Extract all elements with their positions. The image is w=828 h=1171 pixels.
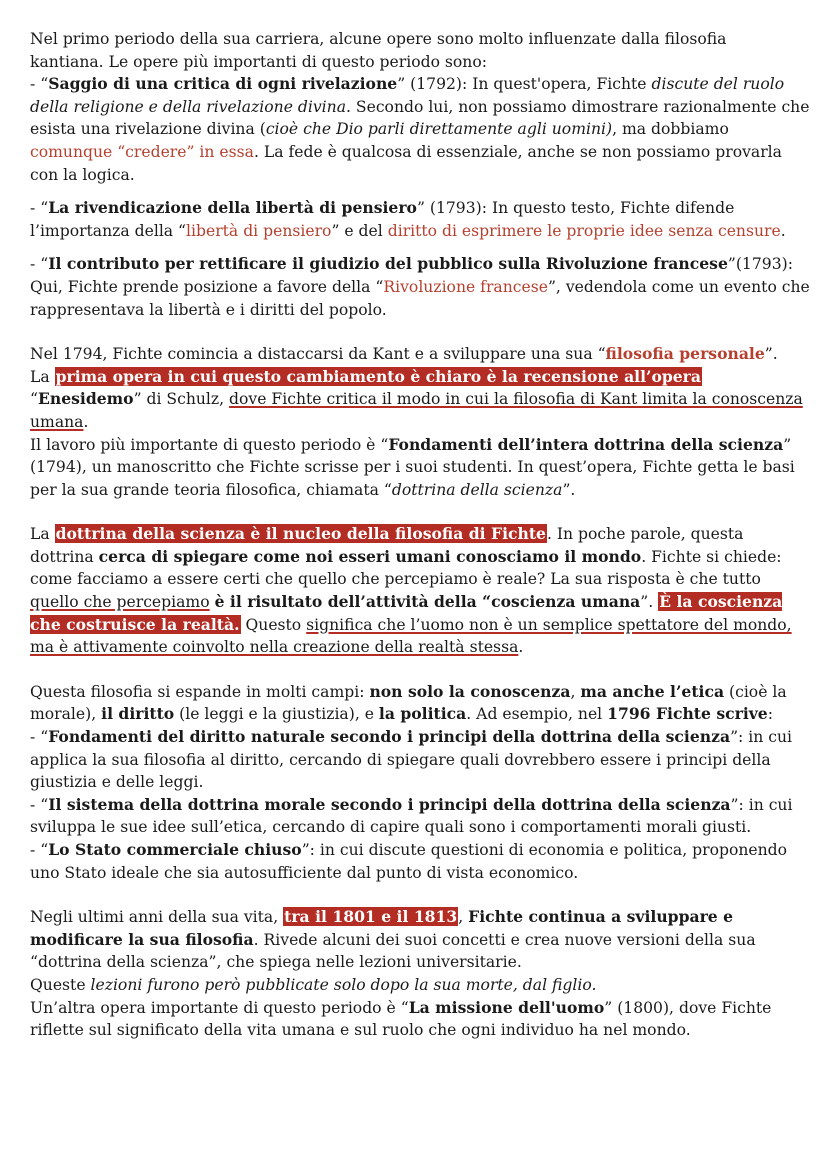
- text: - “: [30, 728, 49, 747]
- work-title-diritto-naturale: Fondamenti del diritto naturale secondo i principi della dottrina della scienza: [48, 727, 731, 747]
- text: .: [518, 638, 524, 657]
- text: ”: in cui applica la sua filosofia al diritto, cercando di spiegare quali dovrebbero essere i principi della giustizia e delle leggi.: [30, 728, 792, 792]
- text: ”: in cui sviluppa le sue idee sull’etica, cercando di capire quali sono i comportamenti morali giusti.: [30, 795, 793, 837]
- italic-text: discute del ruolo della religione e della rivelazione divina: [30, 75, 785, 116]
- text: - “: [30, 255, 49, 274]
- bold-text: la politica: [378, 704, 467, 724]
- paragraph-intro: [30, 28, 810, 186]
- highlight: tra il 1801 e il 1813: [284, 907, 458, 927]
- paragraph-contributo: [30, 253, 810, 321]
- bold-text: è il risultato dell’attività della “coscienza umana: [214, 592, 641, 612]
- red-emphasis: libertà di pensiero: [186, 221, 332, 240]
- underlined-text: quello che percepiamo: [30, 593, 210, 612]
- document-page: [30, 28, 810, 1042]
- text: Nel primo periodo della sua carriera, alcune opere sono molto influenzate dalla filosofia: [30, 30, 727, 48]
- text: ”, vedendola come un evento che rappresentava la libertà e i diritti del popolo.: [30, 277, 810, 319]
- text: . Rivede alcuni dei suoi concetti e crea nuove versioni della sua “dottrina della scienza”, che spiega nelle lezioni universitarie.: [30, 930, 756, 972]
- text: , ma dobbiamo: [612, 120, 729, 139]
- text: La: [30, 367, 55, 386]
- text: ”(1793): Qui, Fichte prende posizione a favore della “: [30, 255, 793, 296]
- text: kantiana. Le opere più importanti di questo periodo sono:: [30, 52, 487, 71]
- work-title-enesidemo: Enesidemo: [37, 389, 134, 409]
- paragraph-campi: [30, 681, 810, 884]
- bold-text: ma anche l’etica: [580, 681, 725, 701]
- text: Negli ultimi anni della sua vita,: [30, 908, 284, 927]
- red-emphasis: comunque “credere” in essa: [30, 142, 254, 161]
- bold-text: Fichte continua a sviluppare e modificare la sua filosofia: [30, 907, 734, 949]
- underlined-text: significa che l’uomo non è un semplice spettatore del mondo, ma è attivamente coinvolto nella creazione della realtà stessa: [30, 615, 792, 657]
- text: (cioè la morale),: [30, 682, 787, 724]
- bold-text: cerca di spiegare come noi esseri umani conosciamo il mondo: [98, 546, 642, 566]
- text: .: [780, 221, 786, 240]
- text: ” di Schulz,: [133, 390, 230, 409]
- text: ”.: [764, 345, 778, 364]
- text: - “: [30, 795, 49, 814]
- highlight: dottrina della scienza è il nucleo della filosofia di Fichte: [55, 524, 546, 544]
- text: ”: in cui discute questioni di economia e politica, proponendo uno Stato ideale che sia autosufficiente dal punto di vista economico.: [30, 841, 788, 882]
- text: Questo: [240, 615, 307, 634]
- text: ,: [570, 682, 581, 701]
- work-title-dottrina-morale: Il sistema della dottrina morale secondo i principi della dottrina della scienza: [48, 794, 731, 814]
- highlight: È la coscienza che costruisce la realtà.: [30, 592, 783, 634]
- red-bold-emphasis: filosofia personale: [605, 344, 765, 364]
- underlined-text: dove Fichte critica il modo in cui la filosofia di Kant limita la conoscenza umana: [30, 390, 803, 431]
- italic-text: cioè che Dio parli direttamente agli uomini): [265, 120, 613, 139]
- work-title-saggio: Saggio di una critica di ogni rivelazione: [48, 74, 398, 94]
- text: Il lavoro più importante di questo periodo è “: [30, 435, 389, 454]
- text: . Fichte si chiede: come facciamo a essere certi che quello che percepiamo è reale? La sua risposta è che tutto: [30, 547, 782, 589]
- text: “: [30, 390, 38, 409]
- text: ”.: [562, 480, 576, 499]
- bold-text: il diritto: [101, 704, 175, 724]
- work-title-contributo: Il contributo per rettificare il giudizio del pubblico sulla Rivoluzione francese: [48, 254, 728, 274]
- red-emphasis: diritto di esprimere le proprie idee senza censure: [387, 221, 781, 240]
- paragraph-ultimi-anni: [30, 906, 810, 1042]
- text: Nel 1794, Fichte comincia a distaccarsi da Kant e a sviluppare una sua “: [30, 345, 606, 364]
- italic-text: dottrina della scienza: [391, 480, 563, 499]
- text: - “: [30, 841, 49, 859]
- work-title-rivendicazione: La rivendicazione della libertà di pensiero: [48, 198, 417, 218]
- work-title-stato-commerciale: Lo Stato commerciale chiuso: [48, 840, 302, 859]
- text: . Ad esempio, nel: [466, 705, 608, 724]
- text: . Secondo lui, non possiamo dimostrare razionalmente che esista una rivelazione divina (: [30, 97, 810, 139]
- text: Un’altra opera importante di questo periodo è “: [30, 998, 409, 1017]
- paragraph-dottrina: [30, 523, 810, 659]
- text: (le leggi e la giustizia), e: [174, 705, 379, 724]
- text: La: [30, 525, 55, 544]
- red-emphasis: Rivoluzione francese: [383, 277, 548, 296]
- paragraph-1794: [30, 343, 810, 501]
- text: ” (1792): In quest'opera, Fichte: [397, 75, 652, 94]
- italic-text: lezioni furono però pubblicate solo dopo la sua morte, dal figlio.: [90, 975, 597, 994]
- text: Questa filosofia si espande in molti campi:: [30, 682, 370, 701]
- text: - “: [30, 199, 49, 218]
- text: ,: [458, 908, 469, 927]
- paragraph-rivendicazione: [30, 197, 810, 242]
- text: .: [83, 412, 89, 431]
- text: ”.: [640, 593, 659, 612]
- highlight: prima opera in cui questo cambiamento è chiaro è la recensione all’opera: [55, 366, 701, 386]
- text: ” (1800), dove Fichte riflette sul significato della vita umana e sul ruolo che ogni individuo ha nel mondo.: [30, 998, 772, 1040]
- text: ” (1793): In questo testo, Fichte difende l’importanza della “: [30, 199, 735, 240]
- bold-text: 1796 Fichte scrive: [607, 704, 768, 724]
- text: - “: [30, 75, 49, 94]
- text: ” (1794), un manoscritto che Fichte scrisse per i suoi studenti. In quest’opera, Fichte getta le basi per la sua grande teoria filosofica, chiamata “: [30, 435, 795, 499]
- work-title-fondamenti: Fondamenti dell’intera dottrina della scienza: [388, 434, 784, 454]
- text: :: [767, 705, 773, 724]
- text: ” e del: [331, 221, 388, 240]
- text: . In poche parole, questa dottrina: [30, 525, 744, 566]
- bold-text: non solo la conoscenza: [369, 681, 571, 701]
- text: Queste: [30, 975, 91, 994]
- work-title-missione: La missione dell'uomo: [408, 997, 605, 1017]
- text: . La fede è qualcosa di essenziale, anche se non possiamo provarla con la logica.: [30, 142, 782, 184]
